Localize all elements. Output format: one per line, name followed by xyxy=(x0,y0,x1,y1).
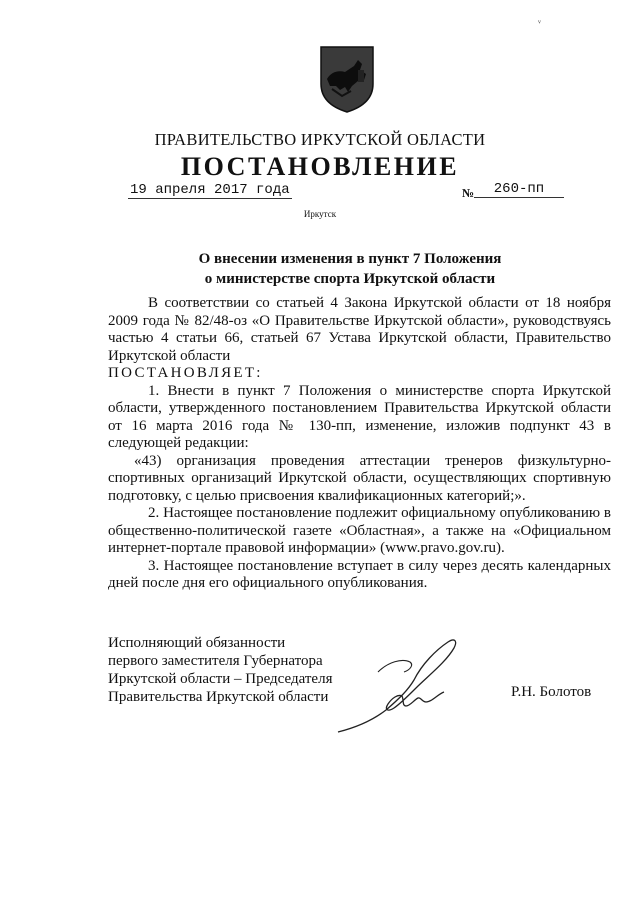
item-3-paragraph: 3. Настоящее постановление вступает в силу через десять календарных дней после дня его официального опубликования. xyxy=(108,557,611,591)
document-number: 260-пп xyxy=(474,182,564,198)
signatory-line-3: Иркутской области – Председателя xyxy=(108,671,333,687)
handwritten-signature-icon xyxy=(318,632,478,742)
government-name: ПРАВИТЕЛЬСТВО ИРКУТСКОЙ ОБЛАСТИ xyxy=(154,130,486,149)
date-value: 19 апреля 2017 года xyxy=(130,182,290,198)
quoted-subpoint: «43) организация проведения аттестации тренеров физкультурно-спортивных организаций Иркутской области, осуществляющих спортивную подготовку, с целью присвоения квалификационных категорий;». xyxy=(108,452,611,504)
title-line-2: о министерстве спорта Иркутской области xyxy=(204,271,496,287)
item-2-paragraph: 2. Настоящее постановление подлежит официальному опубликованию в общественно-политической газете «Областная», а также на «Официальном интернет-портале правовой информации» (www.pravo.gov.ru). xyxy=(108,505,611,556)
item-1-paragraph: 1. Внести в пункт 7 Положения о министерстве спорта Иркутской области, утвержденного постановлением Правительства Иркутской области от 16 марта 2016 года № 130-пп, изменение, изложив подпункт 43 в следующей редакции: xyxy=(108,382,611,451)
document-body xyxy=(108,295,611,593)
irkutsk-coat-of-arms-icon xyxy=(318,44,376,114)
resolves-heading: ПОСТАНОВЛЯЕТ: xyxy=(108,365,263,381)
signatory-line-4: Правительства Иркутской области xyxy=(108,689,329,705)
document-title xyxy=(130,249,570,289)
scan-mark: ᵛ xyxy=(538,18,541,29)
signatory-block xyxy=(108,634,332,706)
city-name: Иркутск xyxy=(303,209,337,219)
preamble-paragraph: В соответствии со статьей 4 Закона Иркутской области от 18 ноября 2009 года № 82/48-оз «О Правительстве Иркутской области», руководствуясь частью 4 статьи 66, статьей 67 Устава Иркутской области, Правительство Иркутской области xyxy=(108,295,611,364)
signatory-line-2: первого заместителя Губернатора xyxy=(108,653,323,669)
document-date xyxy=(128,182,292,199)
signatory-name: Р.Н. Болотов xyxy=(511,684,592,700)
number-label: № xyxy=(462,186,475,200)
title-line-1: О внесении изменения в пункт 7 Положения xyxy=(198,251,502,267)
document-type: ПОСТАНОВЛЕНИЕ xyxy=(180,152,460,181)
signatory-line-1: Исполняющий обязанности xyxy=(108,635,286,651)
